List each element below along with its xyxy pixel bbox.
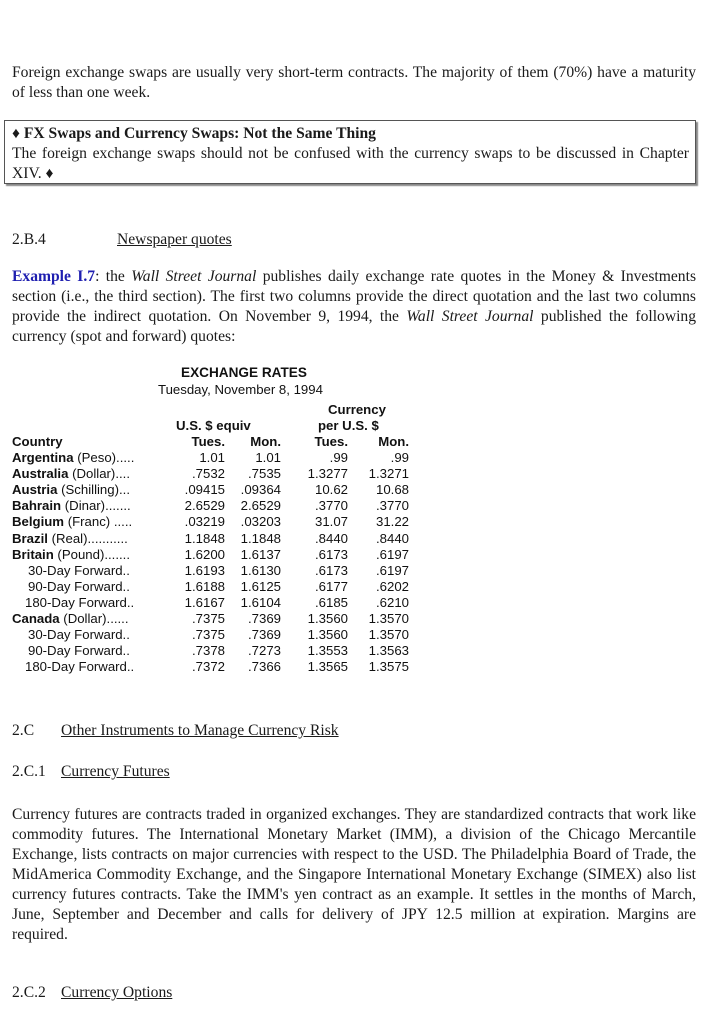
country-cell — [28, 643, 130, 658]
group-header-usd-equiv: U.S. $ equiv — [176, 418, 251, 433]
callout-body: The foreign exchange swaps should not be confused with the currency swaps to be discussed in Chapter XIV. — [12, 145, 689, 182]
rate-cell: .7375 — [191, 611, 225, 626]
rate-cell: 1.01 — [199, 450, 225, 465]
rate-cell: 10.68 — [375, 482, 409, 498]
rate-cell: 1.1848 — [240, 530, 281, 546]
rate-cell: .7369 — [247, 627, 281, 643]
table-date: Tuesday, November 8, 1994 — [158, 382, 323, 397]
column-header: Tues. — [191, 434, 225, 449]
table-row — [12, 531, 412, 547]
callout-title: FX Swaps and Currency Swaps: Not the Same Thing — [23, 125, 376, 142]
rate-cell: 1.3560 — [307, 627, 348, 643]
callout-box — [4, 120, 696, 184]
rate-cell: 1.6167 — [184, 594, 225, 610]
publication-name: Wall Street Journal — [406, 308, 534, 325]
rate-cell: .03219 — [184, 514, 225, 530]
rate-cell: .7375 — [191, 627, 225, 643]
table-row — [12, 611, 412, 627]
publication-name: Wall Street Journal — [131, 268, 257, 285]
table-row — [12, 514, 412, 530]
rate-cell: 1.6125 — [240, 578, 281, 594]
example-paragraph — [12, 267, 696, 347]
rate-cell: .6173 — [314, 562, 348, 578]
rate-cell: 1.6137 — [240, 546, 281, 562]
table-row — [12, 659, 412, 675]
section-heading-2c — [12, 721, 339, 741]
currency-name: (Real)........... — [47, 530, 128, 546]
country-cell — [25, 595, 134, 610]
country-cell — [25, 659, 134, 674]
currency-name: (Pound)....... — [53, 546, 130, 562]
section-number: 2.C.2 — [12, 984, 46, 1001]
rate-cell: 1.3553 — [307, 643, 348, 659]
currency-name: (Dinar)....... — [61, 498, 131, 514]
rate-cell: .7378 — [191, 643, 225, 659]
country-cell — [12, 611, 129, 626]
rate-cell: 1.6130 — [240, 562, 281, 578]
rate-cell: 1.3575 — [368, 659, 409, 675]
section-title: Newspaper quotes — [117, 231, 232, 248]
rate-cell: .6177 — [314, 578, 348, 594]
rate-cell: .6173 — [314, 546, 348, 562]
rate-cell: .99 — [390, 450, 409, 465]
diamond-bullet-icon: ♦ — [12, 125, 20, 142]
section-heading-2b4 — [12, 230, 232, 250]
table-row — [12, 627, 412, 643]
rate-cell: .99 — [329, 450, 348, 465]
section-heading-2c1 — [12, 762, 170, 782]
rate-cell: 1.6193 — [184, 562, 225, 578]
country-name: Argentina — [12, 450, 74, 465]
currency-name: (Dollar).... — [68, 466, 130, 482]
rate-cell: .6185 — [314, 594, 348, 610]
country-cell — [12, 482, 130, 497]
rate-cell: 1.3563 — [368, 643, 409, 659]
forward-label: 90-Day Forward.. — [28, 643, 130, 659]
section-number: 2.C.1 — [12, 763, 46, 780]
callout-body-line — [12, 144, 689, 184]
example-text: published the following currency (spot and forward) quotes: — [12, 308, 697, 345]
country-name: Brazil — [12, 530, 48, 546]
rate-cell: .3770 — [314, 498, 348, 514]
rate-cell: .03203 — [240, 514, 281, 530]
group-header-per-usd: per U.S. $ — [318, 418, 379, 433]
rate-cell: 1.3277 — [307, 466, 348, 482]
column-header: Mon. — [250, 434, 281, 449]
country-name: Britain — [12, 546, 54, 562]
rate-cell: 1.3560 — [307, 611, 348, 626]
rate-cell: 1.6200 — [184, 546, 225, 562]
country-cell — [28, 579, 130, 594]
section-title: Currency Options — [61, 984, 173, 1001]
column-header-country: Country — [12, 434, 63, 449]
rate-cell: .7366 — [247, 659, 281, 675]
country-cell — [12, 498, 131, 513]
column-header-row — [12, 434, 412, 450]
table-row — [12, 498, 412, 514]
country-cell — [12, 547, 130, 562]
intro-paragraph: Foreign exchange swaps are usually very short-term contracts. The majority of them (70%) have a maturity of less than one week. — [12, 64, 696, 101]
rate-cell: .6197 — [375, 546, 409, 562]
table-row — [12, 595, 412, 611]
table-row — [12, 547, 412, 563]
country-name: Austria — [12, 482, 58, 498]
futures-paragraph: Currency futures are contracts traded in organized exchanges. They are standardized contracts that work like commodity futures. The International Monetary Market (IMM), a division of the Chicago Mercantile Exchange, lists contracts on major currencies with respect to the USD. The Philadelphia Board of Trade, the MidAmerica Commodity Exchange, and the Singapore International Monetary Exchange (SIMEX) also list currency futures contracts. Take the IMM's yen contract as an example. It settles in the months of March, June, September and December and calls for delivery of JPY 12.5 million at expiration. Margins are required. — [12, 806, 696, 943]
country-cell — [12, 450, 134, 465]
section-number: 2.B.4 — [12, 231, 46, 248]
rate-cell: 2.6529 — [184, 498, 225, 514]
rate-cell: .7273 — [247, 643, 281, 659]
rate-cell: 1.6188 — [184, 578, 225, 594]
rate-cell: 1.6104 — [240, 594, 281, 610]
group-header-currency: Currency — [328, 402, 386, 417]
country-name: Bahrain — [12, 498, 62, 514]
country-cell — [28, 563, 130, 578]
rate-cell: 10.62 — [314, 482, 348, 498]
rate-cell: .7369 — [247, 611, 281, 626]
table-title: EXCHANGE RATES — [181, 365, 307, 380]
country-cell — [12, 514, 132, 529]
section-heading-2c2 — [12, 983, 172, 1003]
diamond-end-icon: ♦ — [45, 165, 54, 182]
currency-name: (Franc) ..... — [64, 514, 133, 530]
table-row — [12, 466, 412, 482]
country-cell — [12, 466, 130, 481]
rate-cell: .6197 — [375, 562, 409, 578]
currency-name: (Dollar)...... — [59, 611, 129, 626]
currency-name: (Schilling)... — [57, 482, 130, 498]
rate-cell: .6202 — [375, 578, 409, 594]
rate-cell: .09364 — [240, 482, 281, 498]
rate-cell: .09415 — [184, 482, 225, 498]
rate-cell: .7532 — [191, 466, 225, 482]
table-row — [12, 450, 412, 466]
country-cell — [28, 627, 130, 642]
section-title: Currency Futures — [61, 763, 170, 780]
rate-cell: 1.3271 — [368, 466, 409, 482]
forward-label: 30-Day Forward.. — [28, 562, 130, 578]
rate-cell: 1.3565 — [307, 659, 348, 675]
rate-cell: 1.01 — [255, 450, 281, 465]
country-cell — [12, 531, 128, 546]
rate-cell: 31.07 — [314, 514, 348, 530]
rate-cell: .7535 — [247, 466, 281, 482]
rate-cell: 1.3570 — [368, 611, 409, 626]
rate-cell: .3770 — [375, 498, 409, 514]
rate-cell: 1.1848 — [184, 530, 225, 546]
table-row — [12, 643, 412, 659]
country-name: Canada — [12, 611, 60, 626]
forward-label: 30-Day Forward.. — [28, 627, 130, 643]
rate-cell: .7372 — [191, 659, 225, 675]
rate-cell: 31.22 — [375, 514, 409, 530]
currency-name: (Peso)..... — [73, 450, 135, 465]
table-row — [12, 579, 412, 595]
column-header: Mon. — [378, 434, 409, 449]
country-name: Australia — [12, 466, 69, 482]
rate-cell: .8440 — [375, 530, 409, 546]
forward-label: 90-Day Forward.. — [28, 578, 130, 594]
example-text: : the — [95, 268, 132, 285]
rate-cell: 1.3570 — [368, 627, 409, 643]
forward-label: 180-Day Forward.. — [25, 594, 135, 610]
table-row — [12, 563, 412, 579]
country-name: Belgium — [12, 514, 65, 530]
rate-cell: .6210 — [375, 594, 409, 610]
forward-label: 180-Day Forward.. — [25, 659, 135, 675]
section-title: Other Instruments to Manage Currency Risk — [61, 722, 339, 739]
rate-cell: 2.6529 — [240, 498, 281, 514]
table-row — [12, 482, 412, 498]
rate-cell: .8440 — [314, 530, 348, 546]
example-text: publishes daily exchange rate quotes in the Money & Investments section (i.e., the third section). The first two columns provide the direct quotation and the last two columns provide the indirect quotation. On November 9, 1994, the — [12, 268, 697, 325]
callout-title-line — [12, 124, 689, 144]
example-label: Example I.7 — [12, 268, 96, 285]
column-header: Tues. — [314, 434, 348, 449]
section-number: 2.C — [12, 722, 35, 739]
